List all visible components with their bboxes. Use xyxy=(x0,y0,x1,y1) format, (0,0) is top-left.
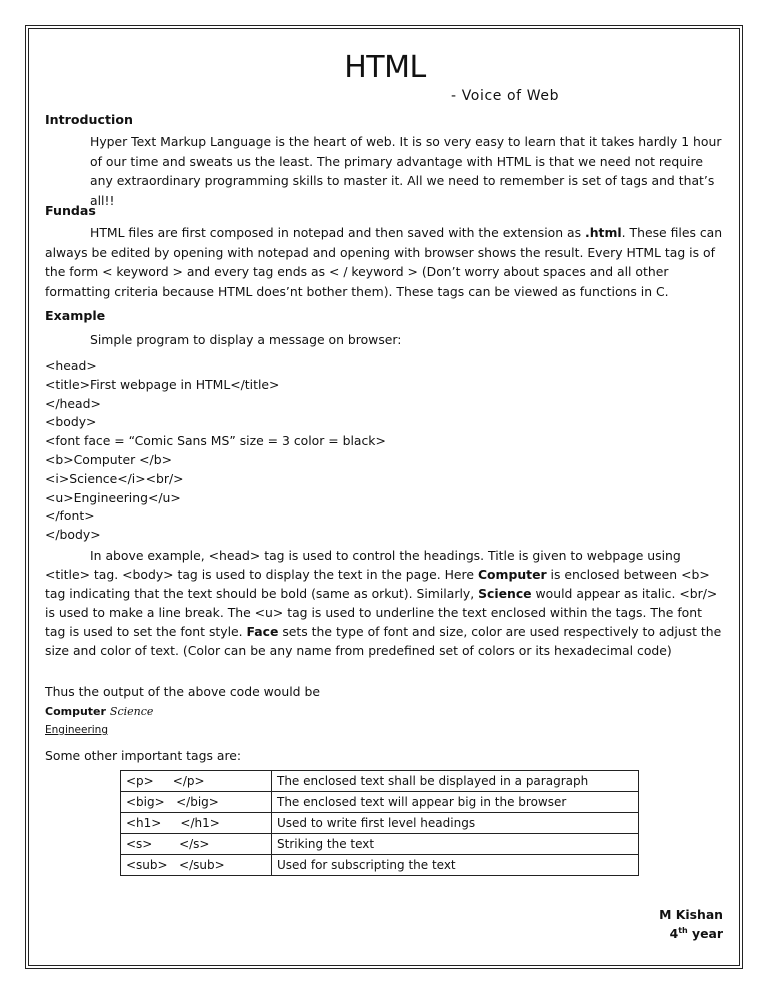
desc-cell: Used for subscripting the text xyxy=(272,855,639,876)
table-row xyxy=(121,813,639,834)
code-line: <head> xyxy=(45,358,97,373)
intro-paragraph xyxy=(45,132,725,210)
author-year xyxy=(670,926,723,941)
code-line: <body> xyxy=(45,414,97,430)
tag-cell: <big> </big> xyxy=(121,792,272,813)
tag-cell: <p> </p> xyxy=(121,771,272,792)
fundas-extension: .html xyxy=(585,225,622,240)
explain-text-4: sets the type of font and size, color are used respectively to adjust the size and color of text. (Color can be any name from predefined set of colors or its hexadecimal code) xyxy=(45,624,722,658)
section-heading-example: Example xyxy=(45,308,106,323)
desc-cell: The enclosed text shall be displayed in a paragraph xyxy=(272,771,639,792)
table-row xyxy=(121,792,639,813)
code-line: </body> xyxy=(45,527,101,543)
tag-cell: <sub> </sub> xyxy=(121,855,272,876)
explain-text-1: In above example, <head> tag is used to control the headings. Title is given to webpage using <title> tag. <body> tag is used to display the text in the page. Here xyxy=(45,548,681,582)
output-italic-text: Science xyxy=(109,705,154,718)
desc-cell: Striking the text xyxy=(272,834,639,855)
explain-bold-computer: Computer xyxy=(477,567,547,582)
desc-cell: Used to write first level headings xyxy=(272,813,639,834)
section-heading-introduction: Introduction xyxy=(45,112,133,127)
example-explanation xyxy=(45,546,725,660)
code-line: <title>First webpage in HTML</title> xyxy=(45,376,280,392)
code-line: </head> xyxy=(45,395,101,411)
fundas-paragraph xyxy=(45,223,725,301)
table-row xyxy=(121,771,639,792)
intro-text: Hyper Text Markup Language is the heart of web. It is so very easy to learn that it takes hardly 1 hour of our time and sweats us the least. The primary advantage with HTML is that we need not require any extraordinary programming skills to master it. All we need to remember is set of tags and that’s all!! xyxy=(90,134,722,208)
code-line: <u>Engineering</u> xyxy=(45,489,181,505)
output-underline-text: Engineering xyxy=(45,724,108,736)
tags-lead: Some other important tags are: xyxy=(45,748,242,763)
tags-table xyxy=(120,770,639,876)
tag-cell: <h1> </h1> xyxy=(121,813,272,834)
explain-text-3: would appear as italic. <br/> is used to make a line break. The <u> tag is used to underline the text enclosed within the tags. The font tag is used to set the font style. xyxy=(45,586,718,639)
table-row xyxy=(121,834,639,855)
explain-bold-science: Science xyxy=(478,586,532,601)
page-subtitle: - Voice of Web xyxy=(451,88,560,104)
page-title: HTML xyxy=(344,50,426,85)
fundas-text-1: HTML files are first composed in notepad and then saved with the extension as xyxy=(90,225,586,240)
output-bold-text: Computer xyxy=(45,705,106,718)
desc-cell: The enclosed text will appear big in the browser xyxy=(272,792,639,813)
example-lead: Simple program to display a message on browser: xyxy=(90,332,402,347)
author-year-number: 4 xyxy=(669,926,679,942)
author-name: M Kishan xyxy=(659,907,723,922)
explain-text-2: is enclosed between <b> tag indicating that the text should be bold (same as orkut). Similarly, xyxy=(45,567,710,601)
author-year-suffix: th xyxy=(678,926,688,935)
tag-cell: <s> </s> xyxy=(121,834,272,855)
code-line: </font> xyxy=(45,508,95,524)
table-row xyxy=(121,855,639,876)
output-lead: Thus the output of the above code would be xyxy=(45,684,320,699)
code-listing xyxy=(45,357,386,545)
fundas-text-2: . These files can always be edited by opening with notepad and opening with browser shows the result. Every HTML tag is of the form < keyword > and every tag ends as < / keyword > (Don’t worry about spaces and all other formatting criteria because HTML does’nt bother them). These tags can be viewed as functions in C. xyxy=(45,225,723,299)
output-line-2 xyxy=(45,719,108,741)
code-line: <font face = “Comic Sans MS” size = 3 color = black> xyxy=(45,433,386,449)
code-line: <i>Science</i><br/> xyxy=(45,470,184,486)
author-year-word: year xyxy=(692,926,723,942)
section-heading-fundas: Fundas xyxy=(45,203,96,218)
explain-bold-face: Face xyxy=(246,624,279,639)
code-line: <b>Computer </b> xyxy=(45,451,172,467)
